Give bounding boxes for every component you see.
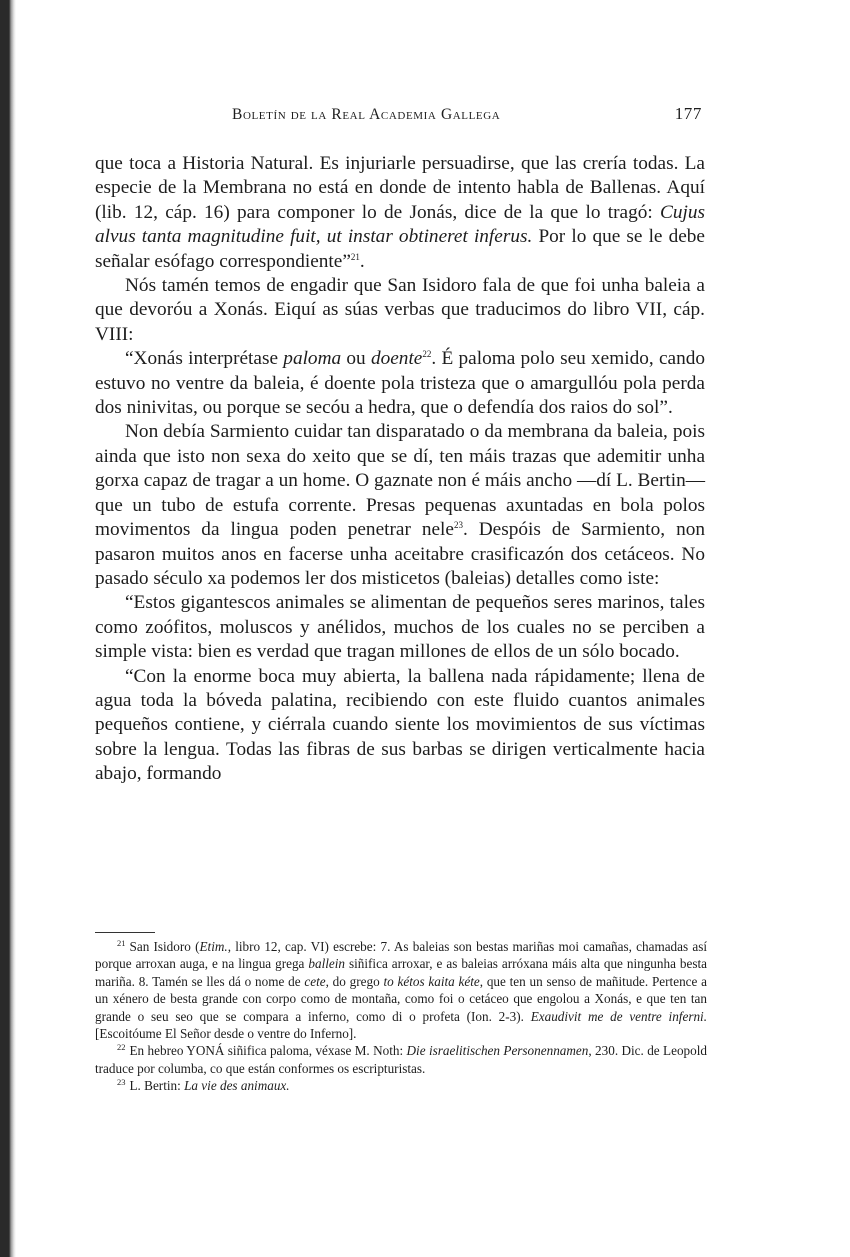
text-run: “Xonás interprétase [125, 348, 284, 370]
text-run: , que ten un senso de mañitude. Pertence a un xénero de besta grande con corpo como de montaña, como foi o cetáceo que engolou a Xonás, e que ten tan grande o seu seo que se compara a inferno, como di o profeta (Ion. 2-3). [95, 973, 707, 1024]
text-run: Por lo que se le debe señalar esófago correspondiente” [95, 226, 705, 272]
text-run: siñifica arroxar, e as baleias arróxana máis alta que ningunha besta mariña. 8. Tamén se lles dá o nome de [95, 956, 707, 989]
italic-term: Die israelitischen Personennamen [406, 1043, 589, 1059]
italic-term: paloma [283, 348, 342, 370]
journal-title: Boletín de la Real Academia Gallega [232, 106, 501, 123]
paragraph-4 [95, 420, 705, 591]
text-run: , 230. Dic. de Leopold traduce por columba, co que están conformes os escripturistas. [95, 1043, 707, 1076]
text-run: ou [341, 348, 371, 370]
italic-term: doente [370, 348, 423, 370]
paragraph-3 [95, 347, 705, 420]
main-text [95, 152, 705, 787]
footnote-number: 21 [117, 938, 126, 948]
paragraph-6: “Con la enorme boca muy abierta, la ballena nada rápidamente; llena de agua toda la bóveda palatina, recibiendo con este fluido cuantos animales pequeños contiene, y ciérrala cuando siente los movimientos de sus víctimas sobre la lengua. Todas las fibras de sus barbas se dirigen verticalmente hacia abajo, formando [95, 665, 705, 785]
footnote-23 [95, 1077, 707, 1094]
italic-term: Exaudivit me de ventre inferni. [530, 1008, 708, 1024]
footnote-ref-22: 22 [422, 349, 432, 360]
italic-term: to kétos kaita kéte [383, 973, 480, 989]
text-run: San Isidoro ( [129, 939, 200, 954]
text-run: L. Bertin: [129, 1078, 185, 1094]
running-header [232, 104, 702, 130]
text-run: . É paloma polo seu xemido, cando estuvo no ventre da baleia, é doente pola tristeza que o amargullóu pola perda dos ninivitas, ou porque se secóu a hedra, que o defendía dos raios do sol”. [95, 348, 706, 419]
footnote-ref-21: 21 [350, 251, 360, 262]
footnotes [95, 938, 707, 1095]
text-run: Non debía Sarmiento cuidar tan disparatado o da membrana da baleia, pois ainda que isto non sexa do xeito que se dí, ten máis trazas que ademitir unha gorxa capaz de tragar a un home. O gaznate non é máis ancho —dí L. Bertin— que un tubo de estufa corrente. Presas pequenas axuntadas en bola polos movimentos da lingua poden penetrar nele [95, 421, 705, 541]
italic-term: Etim. [199, 939, 228, 954]
italic-term: La vie des animaux. [184, 1078, 290, 1094]
footnote-ref-23: 23 [453, 520, 463, 531]
text-run: . Despóis de Sarmiento, non pasaron muitos anos en facerse unha aceitabre crasificazón dos cetáceos. No pasado século xa podemos ler dos misticetos (baleias) detalles como iste: [95, 519, 705, 589]
scan-binding-edge [0, 0, 16, 1257]
footnote-22 [95, 1042, 707, 1077]
footnote-rule [95, 932, 155, 933]
text-run: que toca a Historia Natural. Es injuriarle persuadirse, que las crería todas. La especie de la Membrana no está en donde de intento habla de Ballenas. Aquí (lib. 12, cáp. 16) para componer lo de Jonás, dice de la que lo tragó: [95, 153, 705, 223]
italic-term: cete [304, 973, 326, 989]
latin-quote: Cujus alvus tanta magnitudine fuit, ut instar obtineret inferus. [95, 201, 705, 248]
italic-term: ballein [308, 956, 346, 972]
footnote-21 [95, 938, 707, 1042]
paragraph-2: Nós tamén temos de engadir que San Isidoro fala de que foi unha baleia a que devoróu a Xonás. Eiquí as súas verbas que traducimos do libro VII, cáp. VIII: [95, 275, 705, 345]
text-run: [Escoitóume El Señor desde o ventre do Inferno]. [95, 1026, 357, 1042]
paragraph-5: “Estos gigantescos animales se alimentan de pequeños seres marinos, tales como zoófitos, moluscos y anélidos, muchos de los cuales no se perciben a simple vista: bien es verdad que tragan millones de ellos de un sólo bocado. [95, 592, 705, 663]
text-run: . [359, 250, 365, 272]
text-run: , libro 12, cap. VI) escrebe: 7. As baleias son bestas mariñas moi camañas, chamadas así porque arroxan auga, e na lingua grega [95, 939, 707, 972]
footnote-number: 22 [117, 1042, 126, 1053]
page-number: 177 [674, 104, 702, 123]
text-run: , do grego [325, 973, 384, 989]
paragraph-1 [95, 152, 705, 274]
text-run: En hebreo YONÁ siñifica paloma, véxase M. Noth: [129, 1043, 407, 1059]
footnote-number: 23 [117, 1077, 126, 1088]
